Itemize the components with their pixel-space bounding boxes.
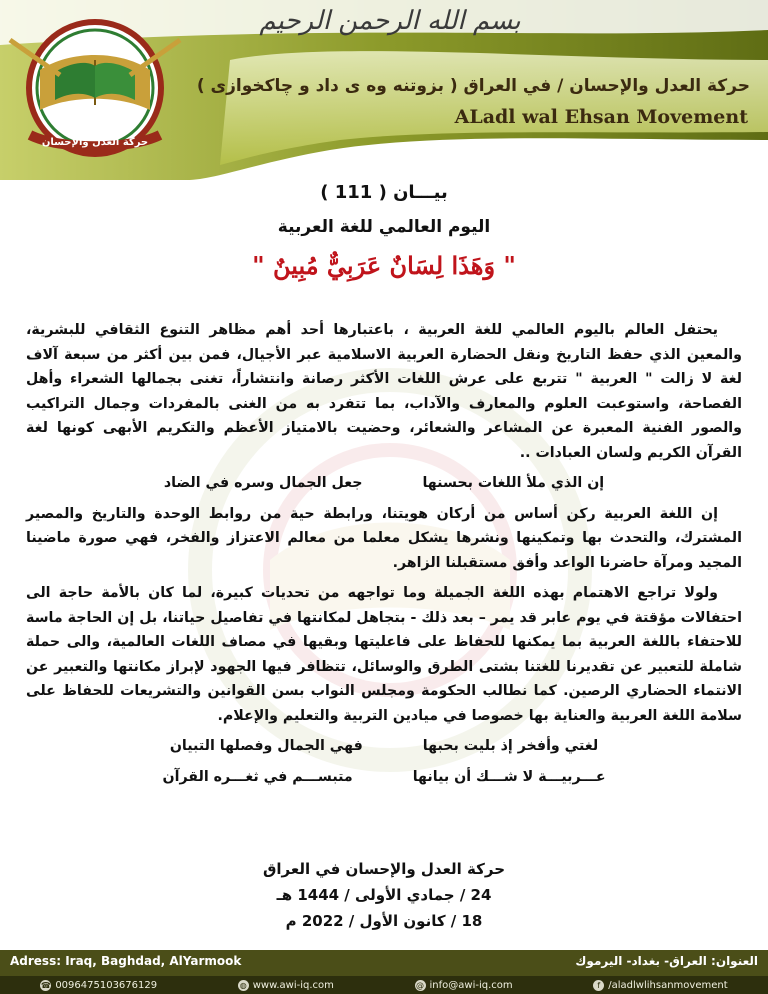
movement-name-english: ALadl wal Ehsan Movement	[454, 106, 748, 128]
letterhead	[0, 0, 768, 180]
website-link[interactable]	[238, 980, 334, 991]
poem-hemistich: لغتي وأفخر إذ بليت بحبها	[422, 738, 599, 754]
globe-icon: ◍	[238, 980, 249, 991]
poem-hemistich: فهي الجمال وفصلها التبيان	[169, 738, 363, 754]
signature-org: حركة العدل والإحسان في العراق	[262, 860, 506, 878]
facebook-link[interactable]	[593, 980, 727, 991]
poem-verse-2	[26, 734, 742, 759]
poem-hemistich: إن الذي ملأ اللغات بحسنها	[422, 475, 605, 491]
phone-icon: ☎	[40, 980, 51, 990]
poem-hemistich: جعل الجمال وسره في الضاد	[163, 475, 363, 491]
date-gregorian: 18 / كانون الأول / 2022 م	[285, 912, 483, 930]
poem-verse-3	[26, 765, 742, 790]
poem-hemistich: عـــربيـــة لا شـــك أن بيانها	[412, 768, 606, 785]
email-link[interactable]	[415, 980, 513, 991]
website-url: www.awi-iq.com	[252, 979, 334, 991]
facebook-handle: /aladlwlihsanmovement	[608, 979, 728, 991]
paragraph-2: إن اللغة العربية ركن أساس من أركان هويتنا، ورابطة حية من روابط الوحدة والتاريخ والمصير المشترك، والتحدث بها وتمكينها ونشرها يشكل معلما من معالم الاعتزاز والفخر، فهي صورة ماضينا المجيد ومرآة حاضرنا الواعد وأفق مستقبلنا الزاهر.	[26, 505, 742, 571]
statement-number: بيـــان ( 111 )	[320, 182, 448, 203]
footer-contact-row	[0, 976, 768, 994]
poem-hemistich: متبســـم في ثغـــره القرآن	[162, 768, 353, 785]
quran-verse: " وَهَذَا لِسَانٌ عَرَبِيٌّ مُبِينٌ "	[252, 251, 516, 280]
logo-ring-text: حركة العدل والإحسان	[41, 137, 149, 148]
email-icon: @	[416, 980, 425, 990]
address-arabic: العنوان: العراق- بغداد- اليرموك	[575, 954, 758, 968]
movement-logo	[0, 0, 200, 160]
signature-block	[0, 856, 768, 934]
paragraph-3: ولولا تراجع الاهتمام بهذه اللغة الجميلة وما تواجهه من تحديات كبيرة، لما كان بالأمة حاجة الى احتفالات مؤقتة في يوم عابر قد يمر – بعد ذلك - بتجاهل لمكانتها في تفاصيل حياتنا، بل إن الحاجة ماسة للاحتفاء باللغة العربية بما يمكنها للحفاظ على فاعليتها وبقيها في مصاف اللغات العالمية، والى حملة شاملة للتعبير عن تقديرنا للغتنا بشتى الطرق والوسائل، تتظافر فيها الجهود لإبراز مكانتها والتعبير عن الانتماء الحضاري الرصين. كما نطالب الحكومة ومجلس النواب بسن القوانين والتشريعات للحفاظ على سلامة اللغة العربية والعناية بها خصوصا في ميادين التربية والتعليم والإعلام.	[26, 585, 742, 724]
poem-verse-1	[26, 471, 742, 496]
date-hijri: 24 / جمادي الأولى / 1444 هـ	[276, 886, 492, 904]
footer	[0, 950, 768, 994]
movement-name-arabic: حركة العدل والإحسان / في العراق ( بزوتنه وه ى داد و چاكخوازى )	[196, 76, 750, 96]
statement-heading	[0, 180, 768, 280]
footer-address-row	[10, 954, 758, 972]
phone-number: 00964751036761​29	[55, 979, 158, 991]
statement-subtitle: اليوم العالمي للغة العربية	[277, 217, 491, 237]
email-address: info@awi-iq.com	[429, 979, 513, 991]
facebook-icon: f	[593, 980, 604, 991]
address-english: Adress: Iraq, Baghdad, AlYarmook	[10, 954, 242, 968]
paragraph-1: يحتفل العالم باليوم العالمي للغة العربية ، باعتبارها أحد أهم مظاهر التنوع الثقافي للبشرية، والمعين الذي حفظ التاريخ ونقل الحضارة العربية الاسلامية عبر الأجيال، فمن بين أكثر من سبعة آلاف لغة لا زالت " العربية " تتربع على عرش اللغات الأكثر رصانة وانتشاراً، تغنى بجمالها الشعراء وأهل الفصاحة، واستوعبت العلوم والمعارف والآداب، بما تتفرد به من الغنى بالمفردات وجمال التراكيب والصور الفنية المعبرة عن المشاعر والشعائر، وحضيت بالامتياز الأعظم والتكريم الأبهى كونها لغة القرآن الكريم ولسان العبادات ..	[26, 322, 742, 461]
basmala-calligraphy: بسم الله الرحمن الرحيم	[259, 6, 521, 36]
phone-contact[interactable]	[40, 980, 157, 991]
statement-body	[26, 318, 742, 795]
